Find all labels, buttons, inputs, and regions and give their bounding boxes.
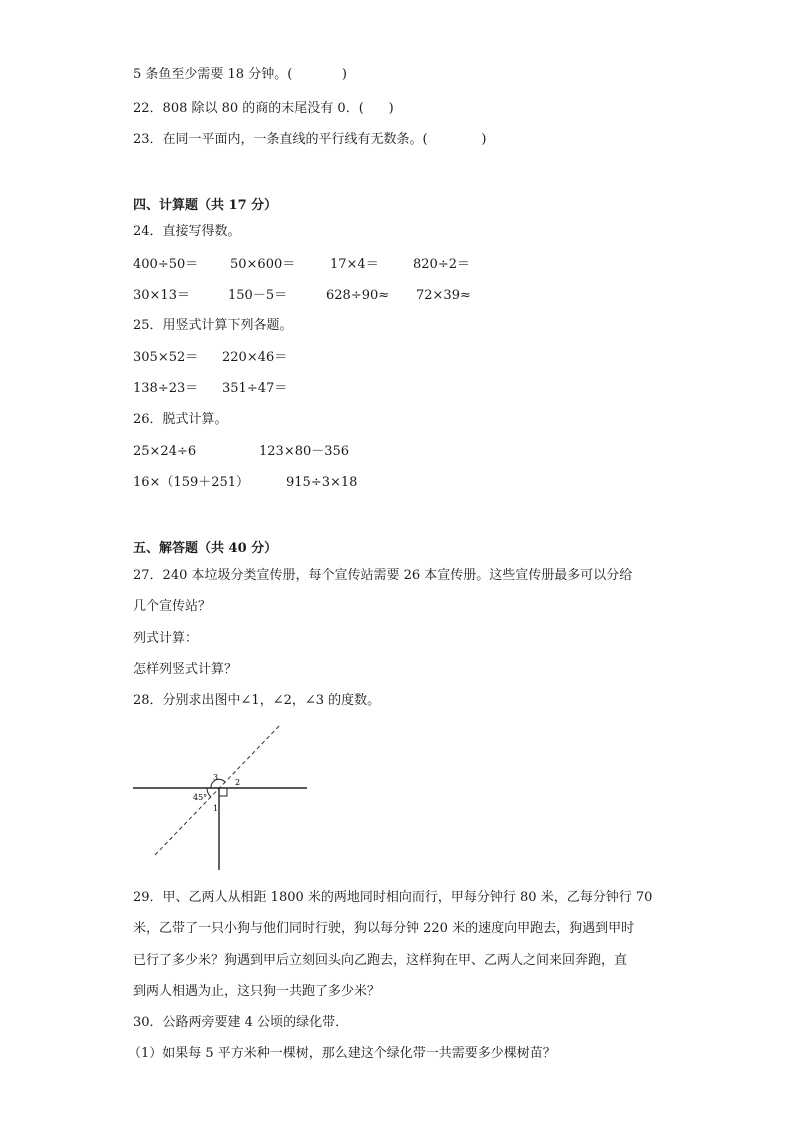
q26-item: 16×（159＋251） [133, 475, 250, 490]
q24-item: 400÷50＝ [133, 257, 199, 272]
q25-item: 220×46＝ [222, 350, 288, 365]
q29-line-1: 29．甲、乙两人从相距 1800 米的两地同时相向而行，甲每分钟行 80 米，乙每分钟行 70 [133, 890, 653, 905]
angle-2-label: 2 [235, 778, 241, 787]
q29-line-4: 到两人相遇为止，这只狗一共跑了多少米？ [133, 984, 381, 999]
q28-title: 28．分别求出图中∠1，∠2，∠3 的度数。 [133, 693, 381, 708]
q26-item: 25×24÷6 [133, 444, 197, 459]
q24-item: 72×39≈ [416, 288, 471, 303]
q24-item: 30×13＝ [133, 288, 190, 303]
q22: 22．808 除以 80 的商的末尾没有 0．( ) [133, 101, 394, 116]
q21-tail: 5 条鱼至少需要 18 分钟。( ) [133, 67, 347, 82]
q24-item: 17×4＝ [330, 257, 379, 272]
angle-1-label: 1 [213, 804, 219, 813]
section-4-heading: 四、计算题（共 17 分） [133, 198, 278, 213]
q24-item: 150－5＝ [228, 288, 288, 303]
q27-line-1: 27．240 本垃圾分类宣传册，每个宣传站需要 26 本宣传册。这些宣传册最多可以分给 [133, 568, 633, 583]
q29-line-3: 已行了多少米？狗遇到甲后立刻回头向乙跑去，这样狗在甲、乙两人之间来回奔跑，直 [133, 953, 628, 968]
section-5-heading: 五、解答题（共 40 分） [133, 541, 278, 556]
q26-item: 915÷3×18 [286, 475, 358, 490]
angle-3-label: 3 [213, 773, 219, 782]
q30-part-1: （1）如果每 5 平方米种一棵树，那么建这个绿化带一共需要多少棵树苗？ [128, 1046, 556, 1061]
q24-item: 50×600＝ [230, 257, 296, 272]
angle-figure [125, 720, 315, 875]
q30-title: 30．公路两旁要建 4 公顷的绿化带． [133, 1015, 349, 1030]
q26-item: 123×80－356 [259, 444, 350, 459]
q25-item: 138÷23＝ [133, 381, 199, 396]
q25-item: 305×52＝ [133, 350, 199, 365]
right-angle-mark [219, 788, 227, 796]
q27-line-2: 几个宣传站？ [133, 599, 212, 614]
q26-title: 26．脱式计算。 [133, 412, 228, 427]
q23: 23．在同一平面内，一条直线的平行线有无数条。( ) [133, 132, 487, 147]
q25-item: 351÷47＝ [222, 381, 288, 396]
q25-title: 25．用竖式计算下列各题。 [133, 318, 293, 333]
angle-arc [207, 788, 211, 797]
q24-item: 628÷90≈ [326, 288, 390, 303]
q24-item: 820÷2＝ [413, 257, 470, 272]
q27-line-4: 怎样列竖式计算？ [133, 662, 238, 677]
dashed-diagonal [155, 725, 280, 855]
angle-45-label: 45° [193, 793, 208, 802]
q29-line-2: 米，乙带了一只小狗与他们同时行驶，狗以每分钟 220 米的速度向甲跑去，狗遇到甲时 [133, 921, 635, 936]
q24-title: 24．直接写得数。 [133, 224, 241, 239]
q27-line-3: 列式计算： [133, 631, 199, 646]
